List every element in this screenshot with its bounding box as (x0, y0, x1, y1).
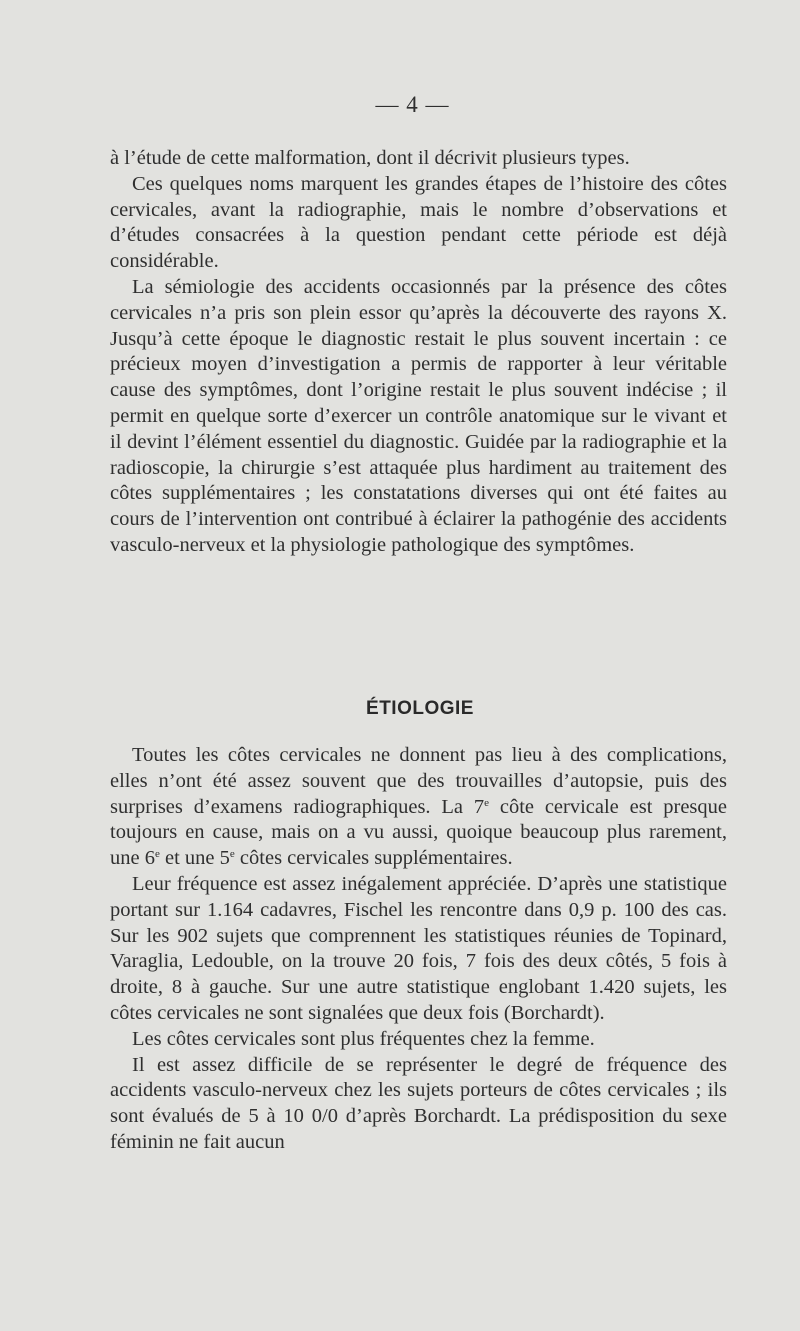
text-run: Toutes les côtes cervicales ne donnent pas lieu à des complications, elles n’ont été assez souvent que des trouvailles d’autopsie, puis des surprises d’examens radiographiques. La 7 (110, 744, 727, 818)
paragraph: à l’étude de cette malformation, dont il décrivit plusieurs types. (110, 147, 630, 169)
superscript: e (229, 848, 235, 861)
superscript: e (484, 796, 489, 809)
text-run: côte cervicale est presque toujours en cause, mais on a vu aussi, quoique beaucoup plus rarement, une 6 (110, 795, 727, 870)
text-block-history (110, 146, 727, 559)
paragraph: Il est assez difficile de se représenter le degré de fréquence des accidents vasculo-nerveux chez les sujets porteurs de côtes cervicales ; ils sont évalués de 5 à 10 0/0 d’après Borchardt. La prédisposition du sexe féminin ne fait aucun (110, 1053, 727, 1153)
page-number: — 4 — (375, 92, 450, 117)
text-run: côtes cervicales supplémentaires. (234, 847, 513, 870)
paragraph: Les côtes cervicales sont plus fréquentes chez la femme. (132, 1027, 595, 1050)
paragraph: Leur fréquence est assez inégalement appréciée. D’après une statistique portant sur 1.164 cadavres, Fischel les rencontre dans 0,9 p. 100 des cas. Sur les 902 sujets que comprennent les statistiques réunies de Topinard, Varaglia, Ledouble, on la trouve 20 fois, 7 fois des deux côtés, 5 fois à droite, 8 à gauche. Sur une autre statistique englobant 1.420 sujets, les côtes cervicales ne sont signalées que deux fois (Borchardt). (110, 872, 727, 1024)
text-block-etiology (110, 743, 727, 1156)
text-run: et une 5 (159, 847, 230, 870)
paragraph: La sémiologie des accidents occasionnés par la présence des côtes cervicales n’a pris son plein essor qu’après la découverte des rayons X. Jusqu’à cette époque le diagnostic restait le plus souvent incertain : ce précieux moyen d’investigation a permis de rapporter à leur véritable cause des symptômes, dont l’origine restait le plus souvent indécise ; il permit en quelque sorte d’exercer un contrôle anatomique sur le vivant et il devint l’élément essentiel du diagnostic. Guidée par la radiographie et la radioscopie, la chirurgie s’est attaquée plus hardiment au traitement des côtes supplémentaires ; les constatations diverses qui ont été faites au cours de l’intervention ont contribué à éclairer la pathogénie des accidents vasculo-nerveux et la physiologie pathologique des symptômes. (110, 275, 727, 556)
paragraph: Ces quelques noms marquent les grandes étapes de l’histoire des côtes cervicales, avant la radiographie, mais le nombre d’observations et d’études consacrées à la question pendant cette période est déjà considérable. (110, 172, 727, 273)
section-heading: ÉTIOLOGIE (366, 698, 474, 719)
paragraph (110, 743, 727, 872)
superscript: e (154, 848, 160, 861)
